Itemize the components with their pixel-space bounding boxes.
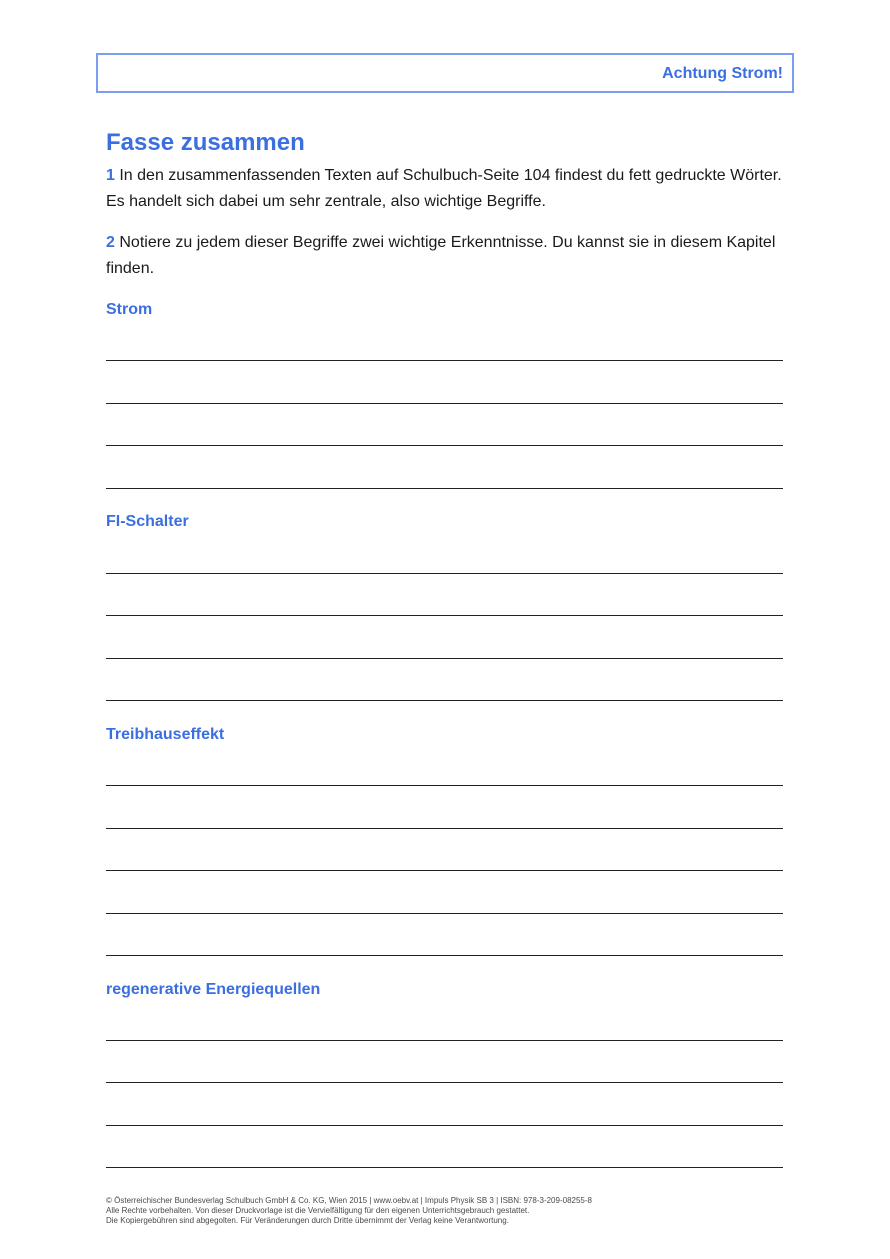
task-2-text: Notiere zu jedem dieser Begriffe zwei wichtige Erkenntnisse. Du kannst sie in diesem Kapitel finden.: [106, 234, 776, 277]
task-1-text: In den zusammenfassenden Texten auf Schulbuch-Seite 104 findest du fett gedruckte Wörter. Es handelt sich dabei um sehr zentrale, also wichtige Begriffe.: [106, 167, 782, 210]
header-title: Achtung Strom!: [662, 65, 783, 82]
section-heading-treibhauseffekt: Treibhauseffekt: [106, 726, 225, 743]
footer-copyright: © Österreichischer Bundesverlag Schulbuch GmbH & Co. KG, Wien 2015 | www.oebv.at | Impuls Physik SB 3 | ISBN: 978-3-209-08255-8: [106, 1196, 592, 1205]
footer: [106, 1196, 592, 1226]
answer-line[interactable]: [106, 403, 783, 404]
page-title: Fasse zusammen: [106, 129, 305, 156]
answer-line[interactable]: [106, 785, 783, 786]
header-box: [96, 53, 794, 93]
answer-line[interactable]: [106, 700, 783, 701]
footer-rights: Alle Rechte vorbehalten. Von dieser Druckvorlage ist die Vervielfältigung für den eigenen Unterrichtsgebrauch gestattet.: [106, 1206, 530, 1215]
answer-line[interactable]: [106, 488, 783, 489]
task-2: [106, 230, 786, 282]
task-2-number: 2: [106, 234, 115, 251]
answer-line[interactable]: [106, 615, 783, 616]
answer-line[interactable]: [106, 1082, 783, 1083]
answer-line[interactable]: [106, 870, 783, 871]
answer-line[interactable]: [106, 955, 783, 956]
answer-line[interactable]: [106, 828, 783, 829]
answer-line[interactable]: [106, 360, 783, 361]
footer-disclaimer: Die Kopiergebühren sind abgegolten. Für Veränderungen durch Dritte übernimmt der Verlag keine Verantwortung.: [106, 1216, 509, 1225]
answer-line[interactable]: [106, 913, 783, 914]
answer-line[interactable]: [106, 1167, 783, 1168]
task-1: [106, 163, 786, 215]
section-heading-fi-schalter: FI-Schalter: [106, 513, 189, 530]
task-1-number: 1: [106, 167, 115, 184]
answer-line[interactable]: [106, 445, 783, 446]
section-heading-strom: Strom: [106, 301, 153, 318]
section-heading-regenerative-energiequellen: regenerative Energiequellen: [106, 981, 321, 998]
answer-line[interactable]: [106, 573, 783, 574]
answer-line[interactable]: [106, 1040, 783, 1041]
answer-line[interactable]: [106, 658, 783, 659]
answer-line[interactable]: [106, 1125, 783, 1126]
